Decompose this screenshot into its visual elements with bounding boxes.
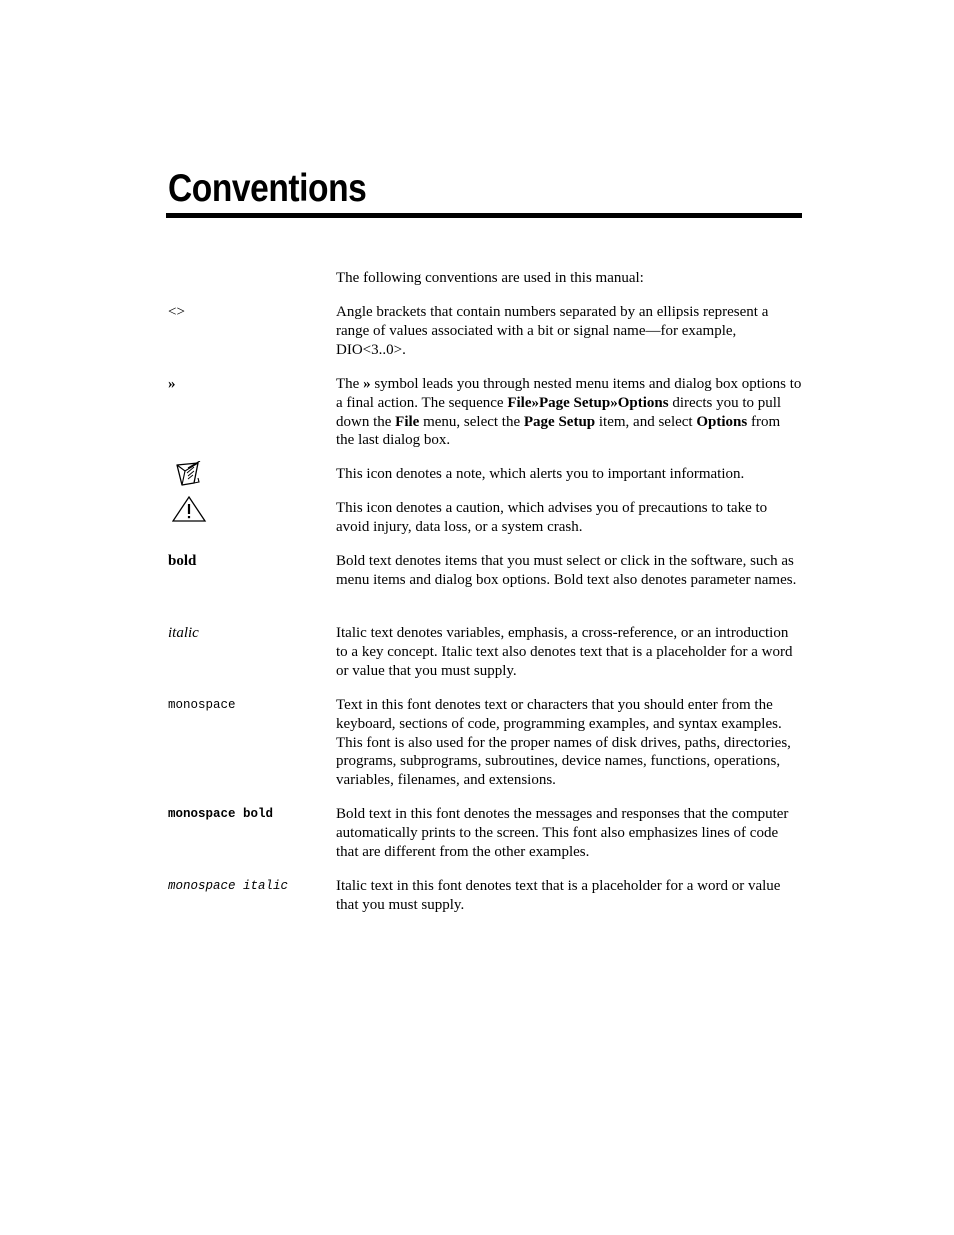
desc-bold: Bold text denotes items that you must select or click in the software, such as menu items and dialog box options. Bold text also denotes parameter names. bbox=[336, 553, 797, 588]
desc-caution: This icon denotes a caution, which advises you of precautions to take to avoid injury, data loss, or a system crash. bbox=[336, 500, 768, 535]
desc-angle-brackets: Angle brackets that contain numbers separated by an ellipsis represent a range of values associated with a bit or signal name—for example, DIO<3..0>. bbox=[336, 304, 769, 358]
desc-text: directs you to pull down the bbox=[336, 394, 782, 430]
caution-icon bbox=[172, 495, 208, 529]
desc-text: from the last dialog box. bbox=[336, 413, 781, 449]
term-monospace-italic: monospace italic bbox=[168, 879, 289, 893]
desc-text: The bbox=[336, 376, 364, 392]
desc-symbol: » bbox=[363, 376, 371, 392]
term-angle-brackets: <> bbox=[168, 304, 185, 320]
desc-italic: Italic text denotes variables, emphasis, a cross-reference, or an introduction to a key concept. Italic text also denotes text that is a placeholder for a word or value that you must supply. bbox=[336, 625, 793, 679]
desc-file: File bbox=[395, 413, 420, 430]
desc-monospace-italic: Italic text in this font denotes text that is a placeholder for a word or value that you must supply. bbox=[336, 878, 781, 913]
note-icon bbox=[172, 461, 206, 493]
title-rule bbox=[166, 213, 802, 218]
desc-note: This icon denotes a note, which alerts you to important information. bbox=[336, 466, 745, 482]
desc-text: item, and select bbox=[595, 413, 697, 430]
term-monospace: monospace bbox=[168, 698, 236, 712]
desc-guillemet bbox=[336, 375, 802, 450]
desc-monospace: Text in this font denotes text or characters that you should enter from the keyboard, sections of code, programming examples, and syntax examples. This font is also used for the proper names of disk drives, paths, directories, programs, subprograms, subroutines, device names, functions, operations, variables, filenames, and extensions. bbox=[336, 697, 791, 789]
desc-text: symbol leads you through nested menu items and dialog box options to a final action. The sequence bbox=[336, 376, 802, 411]
term-guillemet: » bbox=[168, 376, 176, 392]
term-bold: bold bbox=[168, 553, 197, 569]
desc-monospace-bold: Bold text in this font denotes the messages and responses that the computer automatically prints to the screen. This font also emphasizes lines of code that are different from the other examples. bbox=[336, 806, 789, 860]
desc-options: Options bbox=[696, 413, 748, 430]
desc-page-setup: Page Setup bbox=[523, 413, 596, 430]
term-monospace-bold: monospace bold bbox=[168, 807, 274, 821]
desc-text: menu, select the bbox=[419, 413, 524, 430]
term-italic: italic bbox=[168, 625, 199, 641]
intro-text: The following conventions are used in this manual: bbox=[336, 270, 644, 286]
desc-sequence: File»Page Setup»Options bbox=[507, 394, 669, 411]
page-title: Conventions bbox=[168, 167, 367, 210]
